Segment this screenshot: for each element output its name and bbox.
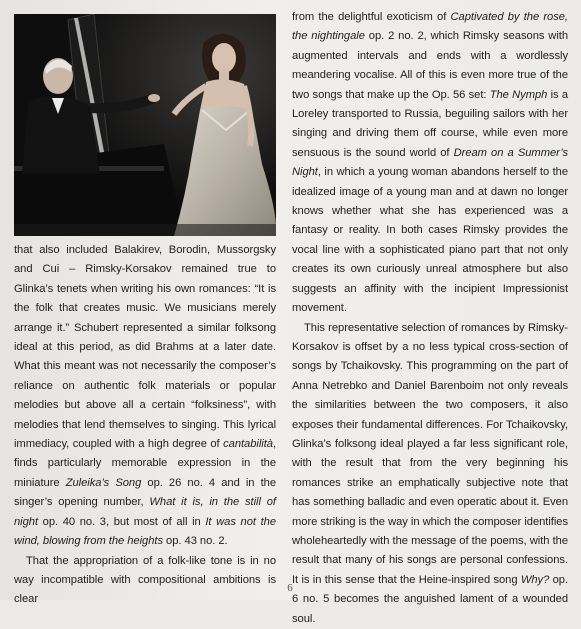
performers-photo xyxy=(14,14,276,236)
paragraph: That the appropriation of a folk-like tone is in no way incompatible with compositional ambitions is clear xyxy=(14,552,276,610)
paragraph xyxy=(292,319,568,629)
paragraph xyxy=(292,8,568,319)
song-title: The Nymph xyxy=(490,89,548,101)
text-run: from the delightful exoticism of xyxy=(292,11,451,23)
text-run: op. 2 no. 2, which Rimsky seasons with augmented intervals and ends with a wordlessly meandering vocalise. All of this is even more true of the two songs that make up the Op. 56 set: xyxy=(292,30,568,100)
right-text-column xyxy=(292,8,568,629)
text-run: is a Loreley transported to Russia, beguiling sailors with her singing and driving them off course, while even more sensuous is the sound world of xyxy=(292,89,568,159)
text-run: op. 43 no. 2. xyxy=(163,535,228,547)
song-title: Dream on a Summer’s Night xyxy=(292,147,568,178)
text-run: op. 26 no. 4 and in the singer’s opening number, xyxy=(14,477,276,508)
song-title: What it is, in the still of night xyxy=(14,496,276,527)
photo-illustration xyxy=(14,14,276,236)
paragraph xyxy=(14,241,276,552)
song-title: Zuleika’s Song xyxy=(66,477,142,489)
song-title: Why? xyxy=(521,574,549,586)
text-run: This representative selection of romances by Rimsky-Korsakov is offset by a no less typical cross-section of songs by Tchaikovsky. This programming on the part of Anna Netrebko and Daniel Barenboim not only reveals the similarities between the two composers, it also exposes their fundamental differences. For Tchaikovsky, Glinka’s folksong ideal played a far less significant role, with the result that from the very beginning his romances strike an emphatically subjective note that has something balladic and even operatic about it. Even more striking is the way in which the composer identifies wholeheartedly with the message of the poems, with the result that many of his songs are personal confessions. It is in this sense that the Heine-inspired song xyxy=(292,322,568,586)
text-run: , finds particularly memorable expression in the miniature xyxy=(14,438,276,489)
left-text-column xyxy=(14,241,276,610)
song-title: It was not the wind, blowing from the heights xyxy=(14,516,276,547)
text-run: , in which a young woman abandons herself to the idealized image of a young man and at dawn no longer knows whether what she has experienced was a fantasy or reality. In both cases Rimsky provides the vocal line with a sophisticated piano part that not only creates its own curiously unreal atmosphere but also suggests an affinity with the incipient Impressionist movement. xyxy=(292,166,568,314)
italic-term: cantabilità xyxy=(223,438,273,450)
text-run: that also included Balakirev, Borodin, Mussorgsky and Cui – Rimsky-Korsakov remained true to Glinka’s tenets when writing his own romances: “It is the folk that creates music. We musicians merely arrange it.” Schubert represented a similar folksong ideal at this period, as did Brahms at a later date. What this meant was not necessarily the composer’s reliance on authentic folk materials or popular melodies but above all a certain “folksiness”, with melodies that lend themselves to singing. This lyrical immediacy, coupled with a high degree of xyxy=(14,244,276,450)
song-title: Captivated by the rose, the nightingale xyxy=(292,11,568,42)
page-number: 6 xyxy=(284,582,296,594)
text-run: op. 40 no. 3, but most of all in xyxy=(38,516,205,528)
text-run: op. 6 no. 5 becomes the anguished lament of a wounded soul. xyxy=(292,574,568,625)
